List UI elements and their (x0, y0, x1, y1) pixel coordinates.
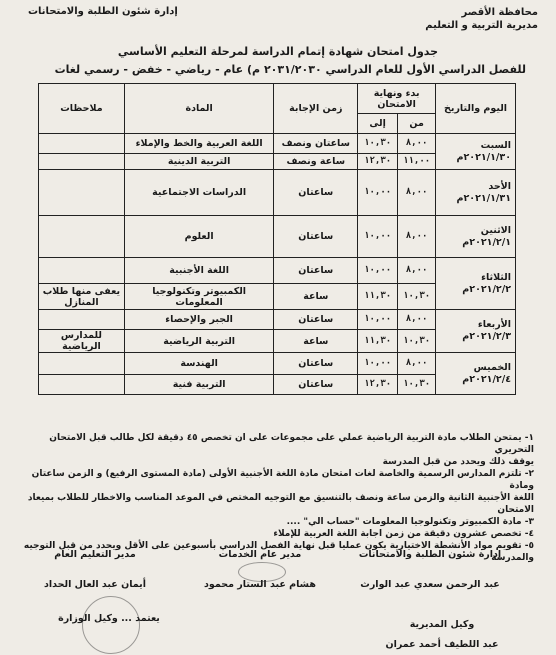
day-date-cell (436, 353, 516, 395)
day-name: الأربعاء (477, 319, 511, 330)
note-cell (39, 154, 125, 170)
signature-title: إدارة شئون الطلبة والامتحانات (358, 549, 502, 560)
day-date-cell (436, 258, 516, 310)
subject-cell: العلوم (124, 216, 274, 258)
signature-scribble-mark (238, 562, 286, 582)
exam-date: ٢٠٢١/٢/٢م (462, 283, 511, 295)
table-row (39, 353, 516, 375)
note-line: ١- يمتحن الطلاب مادة التربية الرياضية عملي على مجموعات على ان تخصص ٤٥ دقيقة لكل طالب قبل الامتحان التحريري (49, 433, 534, 455)
time-to-cell: ١٢,٣٠ (358, 375, 398, 395)
header-directorate: مديرية التربية و التعليم (425, 20, 538, 31)
note-line: يوقف ذلك ويحدد من قبل المدرسة (382, 457, 534, 467)
signature-affairs (350, 548, 510, 592)
subject-cell: اللغة الأجنبية (124, 258, 274, 284)
notes-section (14, 432, 534, 564)
time-to-cell: ١١,٣٠ (358, 284, 398, 310)
header-duration: زمن الإجابة (274, 84, 358, 134)
note-cell (39, 310, 125, 330)
signature-title: وكيل المديرية (409, 619, 475, 630)
header-from: من (398, 114, 436, 134)
duration-cell: ساعتان (274, 258, 358, 284)
subject-cell: الكمبيوتر وتكنولوجيا المعلومات (124, 284, 274, 310)
duration-cell: ساعة (274, 284, 358, 310)
signature-directorate (382, 618, 502, 652)
time-to-cell: ١٢,٣٠ (358, 154, 398, 170)
document-title: جدول امتحان شهادة إتمام الدراسة لمرحلة التعليم الأساسي (117, 45, 439, 58)
note-cell (39, 134, 125, 154)
subject-cell: الهندسة (124, 353, 274, 375)
subject-cell: التربية فنية (124, 375, 274, 395)
note-cell (39, 353, 125, 375)
day-name: الاثنين (480, 224, 511, 236)
exam-date: ٢٠٢١/٢/٣م (462, 331, 511, 342)
time-from-cell: ١٠,٣٠ (398, 284, 436, 310)
note-line: ٢- تلتزم المدارس الرسمية والخاصة لغات امتحان مادة اللغة الأجنبية الأولى (مادة المستوى الرفيع) و الزمن ساعتان ومادة (31, 469, 534, 491)
official-stamp-mark (82, 596, 140, 654)
time-from-cell: ٨,٠٠ (398, 216, 436, 258)
time-from-cell: ٨,٠٠ (398, 134, 436, 154)
subject-cell: التربية الدينية (124, 154, 274, 170)
subject-cell: الدراسات الاجتماعية (124, 170, 274, 216)
time-from-cell: ٨,٠٠ (398, 258, 436, 284)
subject-cell: اللغة العربية والخط والإملاء (124, 134, 274, 154)
day-date-cell (436, 310, 516, 353)
day-name: الخميس (473, 361, 511, 373)
note-line: ٥- تقويم مواد الأنشطة الاختيارية يكون عمليا قبل نهاية الفصل الدراسي بأسبوعين على الأقل ويحدد من قبل التوجيه والمدرسة (23, 541, 534, 563)
approval-line: يعتمد ... وكيل الوزارة (58, 613, 160, 624)
day-name: الثلاثاء (481, 271, 511, 283)
signature-name: أيمان عبد العال الحداد (44, 579, 146, 590)
subject-cell: الجبر والإحصاء (124, 310, 274, 330)
header-governorate: محافظة الأقصر (461, 7, 538, 18)
signature-education (30, 548, 160, 592)
time-to-cell: ١٠,٠٠ (358, 353, 398, 375)
exam-schedule-table (38, 83, 516, 395)
time-from-cell: ٨,٠٠ (398, 170, 436, 216)
table-row (39, 258, 516, 284)
header-day-date: اليوم والتاريخ (436, 84, 516, 134)
note-line: اللغة الأجنبية الثانية والزمن ساعة ونصف بالتنسيق مع التوجيه المختص في الموعد المناسب والاخطار للطلاب بميعاد الامتحان (27, 493, 534, 515)
header-authority (425, 6, 538, 32)
signature-name: هشام عبد الستار محمود (204, 579, 316, 590)
time-to-cell: ١٠,٠٠ (358, 170, 398, 216)
header-department: إدارة شئون الطلبة والامتحانات (28, 6, 178, 17)
note-line: ٤- تخصص عشرون دقيقة من زمن اجابة اللغة العربية للإملاء (273, 529, 534, 539)
duration-cell: ساعة ونصف (274, 154, 358, 170)
header-start-end: بدء ونهاية الامتحان (358, 84, 436, 114)
time-from-cell: ١١,٠٠ (398, 154, 436, 170)
time-to-cell: ١٠,٣٠ (358, 134, 398, 154)
header-to: إلى (358, 114, 398, 134)
table-row (39, 134, 516, 154)
signature-name: عبد الرحمن سعدي عبد الوارث (360, 579, 500, 590)
table-row (39, 170, 516, 216)
note-cell (39, 216, 125, 258)
time-from-cell: ١٠,٣٠ (398, 375, 436, 395)
header-notes: ملاحظات (39, 84, 125, 134)
note-cell: يعفى منها طلاب المنازل (39, 284, 125, 310)
duration-cell: ساعتان (274, 310, 358, 330)
duration-cell: ساعتان (274, 353, 358, 375)
subject-cell: التربية الرياضية (124, 330, 274, 353)
table-row (39, 310, 516, 330)
note-cell (39, 170, 125, 216)
note-cell (39, 258, 125, 284)
signature-name: عبد اللطيف أحمد عمران (385, 639, 499, 650)
day-name: السبت (480, 139, 511, 151)
signature-title: مدير التعليم العام (54, 549, 136, 560)
day-date-cell (436, 216, 516, 258)
duration-cell: ساعتان ونصف (274, 134, 358, 154)
time-from-cell: ٨,٠٠ (398, 353, 436, 375)
note-cell: للمدارس الرياضية (39, 330, 125, 353)
table-row (39, 216, 516, 258)
exam-date: ٢٠٢١/٢/٤م (462, 373, 511, 385)
document-subtitle: للفصل الدراسي الأول للعام الدراسي ٢٠٣١/٢٠٣٠ م) عام - رياضي - خفض - رسمي لغات (54, 63, 526, 76)
exam-date: ٢٠٢١/١/٣١م (456, 192, 511, 204)
signature-title: مدير عام الخدمات (218, 549, 302, 560)
day-name: الأحد (488, 180, 511, 192)
time-to-cell: ١٠,٠٠ (358, 258, 398, 284)
exam-date: ٢٠٢١/٢/١م (462, 236, 511, 248)
note-line: ٣- مادة الكمبيوتر وتكنولوجيا المعلومات "حساب الي" .... (286, 517, 534, 527)
time-to-cell: ١٠,٠٠ (358, 310, 398, 330)
time-from-cell: ٨,٠٠ (398, 310, 436, 330)
exam-date: ٢٠٢١/١/٣٠م (456, 151, 511, 163)
duration-cell: ساعتان (274, 170, 358, 216)
time-to-cell: ١٠,٠٠ (358, 216, 398, 258)
day-date-cell (436, 170, 516, 216)
note-cell (39, 375, 125, 395)
header-subject: المادة (124, 84, 274, 134)
time-from-cell: ١٠,٣٠ (398, 330, 436, 353)
duration-cell: ساعتان (274, 375, 358, 395)
day-date-cell (436, 134, 516, 170)
duration-cell: ساعة (274, 330, 358, 353)
time-to-cell: ١١,٣٠ (358, 330, 398, 353)
duration-cell: ساعتان (274, 216, 358, 258)
